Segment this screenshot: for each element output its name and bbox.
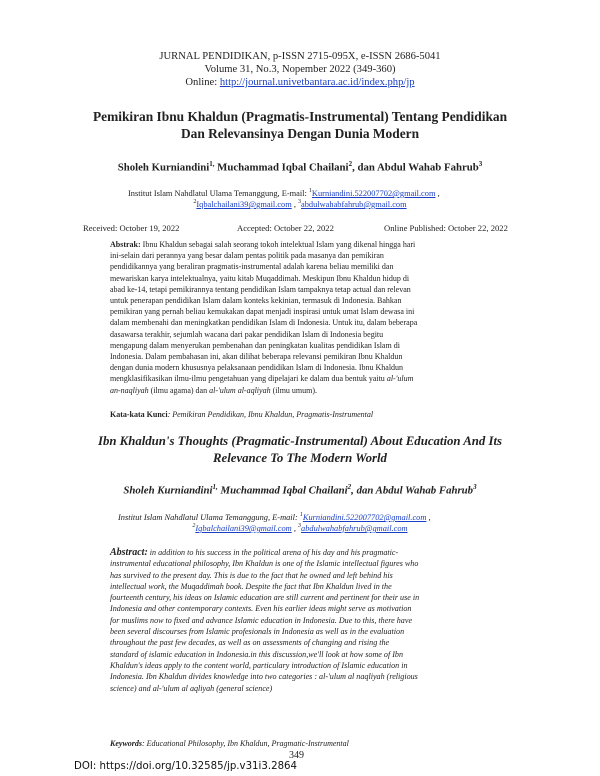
email-en-sep-2: , [291, 523, 299, 533]
author-3-en-sup: 3 [473, 483, 477, 491]
abstract-en-line: been several discourses from Islamic profesionals in Indonesia as well as in the evaluation [110, 627, 405, 637]
abstract-id-line: ini-selain dari perannya yang besar dalam pentas politik pada masanya dan pemikiran [110, 251, 384, 261]
article-title-en-line2: Relevance To The Modern World [213, 450, 387, 465]
abstract-en-line: for muslims now to fixed and advance Islamic education in Indonesia. Due to this, there have [110, 615, 413, 625]
author-2: Muchammad Iqbal Chailani [214, 161, 349, 174]
abstract-id-line: mengklasifikasikan ilmu-ilmu pengetahuan yang dipelajari ke dalam dua bentuk yaitu [110, 374, 385, 384]
affiliation-en-text: Institut Islam Nahdlatul Ulama Temanggung, E-mail: [118, 512, 300, 522]
online-line [0, 76, 600, 89]
keywords-en-values: : Educational Philosophy, Ibn Khaldun, Pragmatic-Instrumental [142, 739, 349, 748]
abstract-id-line: untuk penerapan pendidikan Islam dalam konteks kekinian, termasuk di Indonesia. Bahkan [110, 296, 402, 306]
published-date: Online Published: October 22, 2022 [384, 223, 508, 233]
email-2-en-sup: 2 [192, 523, 196, 529]
email-2-sup: 2 [193, 199, 197, 205]
abstract-id-line: abad ke-14, tetapi pemikirannya tentang pendidikan Islam tampaknya tetap actual dan relevan [110, 284, 411, 294]
keywords-en-label: Keywords [110, 739, 142, 748]
journal-line: JURNAL PENDIDIKAN, p-ISSN 2715-095X, e-ISSN 2686-5041 [159, 51, 441, 62]
abstract-id [110, 239, 488, 396]
abstract-en-line: instrumental educational philosophy, Ibn Khaldun is one of the Islamic intellectual figures who [110, 559, 419, 569]
abstract-id-italic: an-naqliyah [110, 385, 149, 395]
email-1-link[interactable]: Kurniandini.522007702@gmail.com [311, 188, 436, 198]
article-title-id [0, 109, 600, 142]
authors-en [0, 483, 600, 497]
abstract-en-line: in addition to his success in the political arena of his day and his pragmatic- [147, 548, 399, 557]
email-en-sep-1: , [426, 512, 431, 522]
author-3-en: , dan Abdul Wahab Fahrub [351, 484, 474, 497]
page-number: 349 [289, 750, 304, 761]
article-title-id-line1: Pemikiran Ibnu Khaldun (Pragmatis-Instrumental) Tentang Pendidikan [92, 109, 508, 124]
email-3-en-link[interactable]: abdulwahabfahrub@gmail.com [301, 523, 408, 533]
abstract-en-label: Abstract: [110, 547, 148, 558]
abstract-id-line: Indonesia. Dalam pembahasan ini, akan dilihat beberapa relevansi pemikiran Ibnu Khaldun [110, 352, 403, 362]
abstract-id-line: dalam membenahi dan meningkatkan pendidikan Islam di Indonesia. Untuk itu, dalam beberapa [110, 318, 418, 328]
abstract-id-label: Abstrak: [110, 240, 141, 249]
abstract-id-text: (ilmu umum). [270, 385, 318, 395]
abstract-id-line: mengapung dalam menyerukan pembenahan dan peningkatan kualitas pendidikan Islam di [110, 340, 400, 350]
author-1-en: Sholeh Kurniandini [123, 484, 213, 497]
abstract-id-text: (ilmu agama) dan [148, 385, 210, 395]
accepted-date: Accepted: October 22, 2022 [237, 223, 334, 233]
email-1-en-sup: 1 [299, 512, 303, 518]
abstract-id-italic: al-'ulum al-aqliyah [209, 385, 271, 395]
volume-line: Volume 31, No.3, Nopember 2022 (349-360) [204, 64, 396, 75]
abstract-en-line: Indonesia and other contemporary contexts. Even his earlier ideas might serve as motivation [110, 604, 412, 614]
author-3-sup: 3 [478, 160, 483, 168]
affiliation-en-line2 [0, 521, 600, 534]
article-title-id-line2: Dan Relevansinya Dengan Dunia Modern [180, 125, 420, 141]
keywords-id-values: : Pemikiran Pendidikan, Ibnu Khaldun, Pragmatis-Instrumental [167, 410, 374, 419]
author-2-sup: 2 [348, 160, 353, 168]
journal-url-link[interactable]: http://journal.univetbantara.ac.id/index.php/jp [219, 77, 415, 88]
email-2-link[interactable]: Iqbalchailani39@gmail.com [196, 199, 292, 209]
abstract-en-line: Khaldun's ideas apply to the content world, particulary introduction of Islamic education in [110, 660, 408, 670]
authors-id [0, 160, 600, 174]
author-3: , dan Abdul Wahab Fahrub [352, 161, 479, 174]
abstract-en-line: fourteenth century, his ideas on Islamic education are still current and pertinent for their use in [110, 593, 420, 603]
abstract-en-line: has survived to the present day. This is due to the fact that he owned and left behind his [110, 570, 393, 580]
abstract-en-line: throughout the past few decades, as well as on assessments of changing and rising the [110, 638, 390, 648]
author-1-en-sup: 1, [212, 483, 218, 491]
abstract-en-line: Indonesia. Ibn Khaldun divides knowledge into two categories : al-'ulum al naqliyah (religious [110, 672, 418, 682]
abstract-id-italic: al-'ulum [386, 374, 414, 384]
abstract-id-line: Ibnu Khaldun sebagai salah seorang tokoh intelektual Islam yang dikenal hingga hari [142, 240, 416, 249]
abstract-id-line: pemikiran yang pernah beliau kemukakan dapat menjadi inspirasi untuk umat Islam dewasa ini [110, 307, 415, 317]
abstract-id-line: pendidikannya yang beraliran pragmatis-instrumental adalah karena beliau memiliki dan [110, 262, 394, 272]
keywords-id [110, 410, 510, 419]
author-2-en-sup: 2 [347, 483, 352, 491]
author-1-sup: 1, [209, 160, 215, 168]
email-sep-1: , [435, 188, 440, 198]
abstract-id-line: dengan dunia modern khususnya pelaksanaan pendidikan Islam di Indonesia. Ibnu Khaldun [110, 363, 404, 373]
abstract-id-line: dasawarsa terakhir, sejumlah wacana dari pakar pendidikan Islam di Indonesia begitu [110, 329, 384, 339]
abstract-id-line: mewariskan karya intelektualnya, yaitu kitab Muqaddimah. Meskipun Ibnu Khaldun hidup di [110, 273, 410, 283]
email-3-sup: 3 [298, 199, 302, 205]
article-title-en-line1: Ibn Khaldun's Thoughts (Pragmatic-Instrumental) About Education And Its [97, 434, 503, 448]
email-1-sup: 1 [308, 188, 312, 194]
received-date: Received: October 19, 2022 [83, 223, 180, 233]
keywords-en [110, 739, 510, 748]
author-2-en: Muchammad Iqbal Chailani [217, 484, 348, 497]
email-sep-2: , [291, 199, 299, 209]
abstract-en [110, 547, 488, 694]
email-3-en-sup: 3 [298, 523, 302, 529]
affiliation-text: Institut Islam Nahdlatul Ulama Temanggung, E-mail: [128, 188, 309, 198]
author-1: Sholeh Kurniandini [117, 161, 210, 174]
online-label: Online: [185, 77, 218, 88]
affiliation-id-line2 [0, 197, 600, 210]
abstract-en-line: intellectual work, the Muqaddimah book. Despite the fact that Ibn Khaldun lived in the [110, 581, 392, 591]
article-title-en [0, 433, 600, 466]
abstract-en-line: standard of islamic education in Indonesia.in this discussion,we'll look at how some of Ibn [110, 649, 404, 659]
email-2-en-link[interactable]: Iqbalchailani39@gmail.com [195, 523, 292, 533]
email-1-en-link[interactable]: Kurniandini.522007702@gmail.com [302, 512, 427, 522]
doi-line[interactable]: DOI: https://doi.org/10.32585/jp.v31i3.2864 [74, 761, 298, 772]
keywords-id-label: Kata-kata Kunci [110, 410, 168, 419]
abstract-en-line: science) and al-'ulum al aqliyah (general science) [110, 683, 273, 693]
email-3-link[interactable]: abdulwahabfahrub@gmail.com [301, 199, 407, 209]
